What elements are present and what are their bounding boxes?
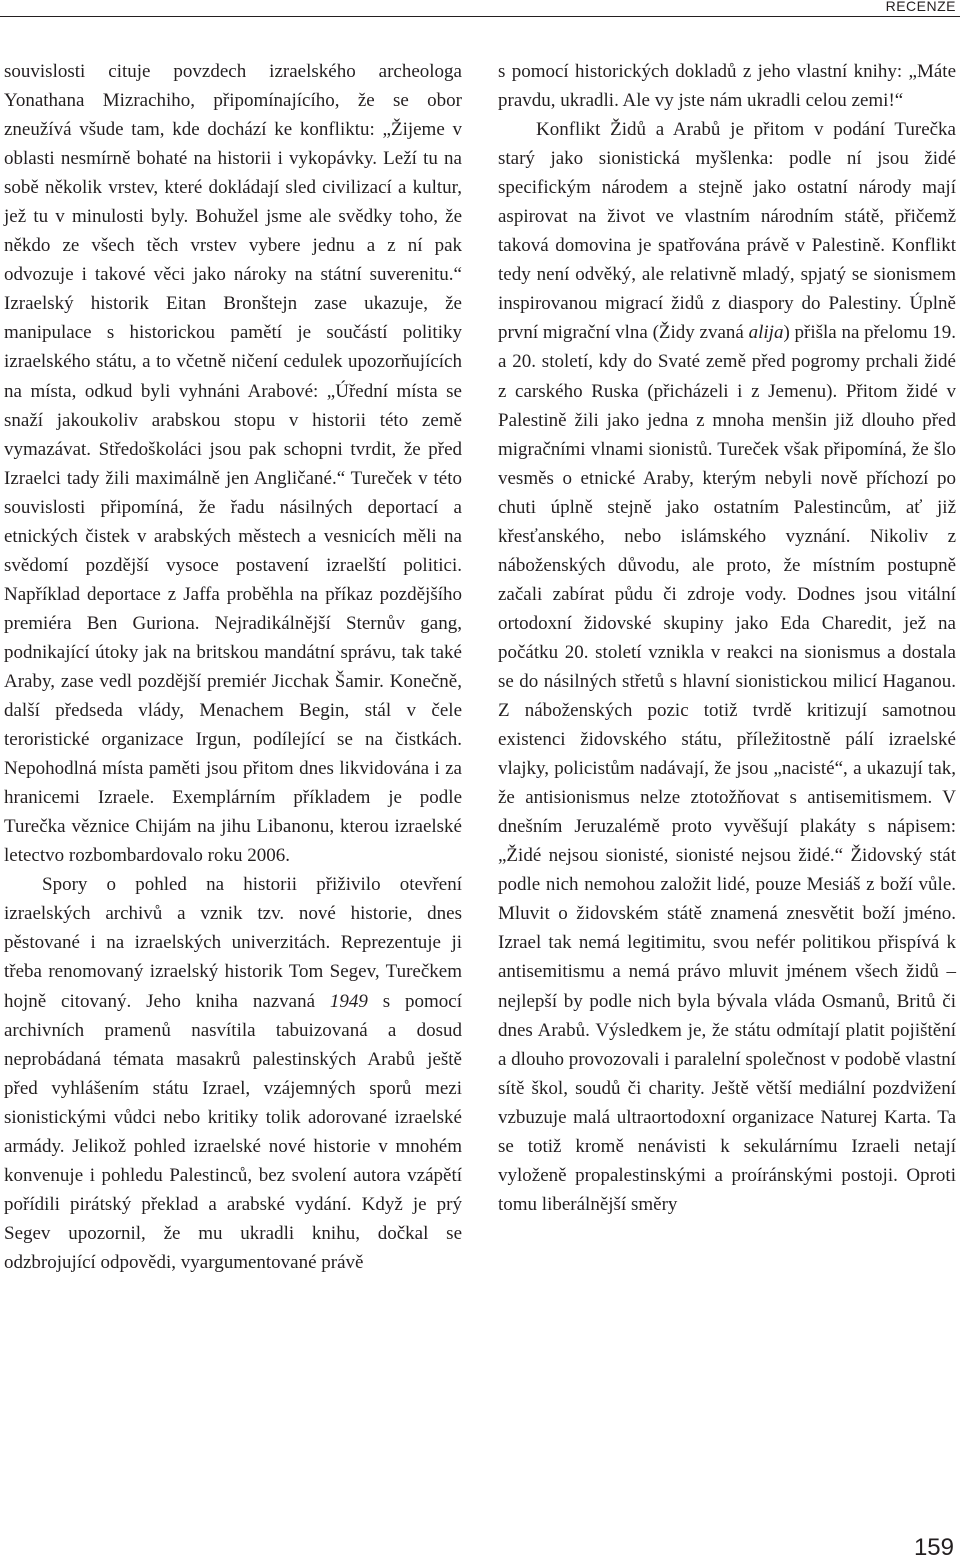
right-paragraph-2-text-a: Konflikt Židů a Arabů je přitom v podání Turečka starý jako sionistická myšlenka: podle ní jsou židé specifickým národem a stejně jako ostatní národy mají aspirovat na život ve vlastním národním státě, přičemž taková domovina je spatřována právě v Palestině. Konflikt tedy není odvěký, ale relativně mladý, spjatý se sionismem inspirovanou migrací židů z diaspory do Palestiny. Úplně první migrační vlna (Židy zvaná <box>498 119 956 344</box>
right-paragraph-2 <box>498 115 956 1219</box>
term-alija: alija <box>748 322 784 344</box>
left-paragraph-2-text-a: Spory o pohled na historii přiživilo otevření izraelských archivů a vznik tzv. nové historie, dnes pěstované i na izraelských univerzitách. Reprezentuje ji třeba renomovaný izraelský historik Tom Segev, Turečkem hojně citovaný. Jeho kniha nazvaná <box>4 874 462 1012</box>
left-paragraph-2 <box>4 870 462 1277</box>
running-head-rule <box>0 16 960 17</box>
right-paragraph-2-text-b: ) přišla na přelomu 19. a 20. století, kdy do Svaté země před pogromy prchali židé z carského Ruska (přicházeli i z Jemenu). Přitom židé v Palestině žili jako jedna z mnoha menšin již dlouho před migračními vlnami sionistů. Tureček však připomíná, že šlo vesměs o etnické Araby, kterým nebyli nově příchozí po chuti úplně stejně jako ostatním Palestincům, ať již křesťanského, nebo islámského vyznání. Nikoliv z náboženských důvodu, ale proto, že místním postupně začali zabírat půdu či zdroje vody. Dodnes jsou vitální ortodoxní židovské skupiny jako Eda Charedit, jež na počátku 20. století vznikla v reakci na sionismus a dostala se do násilných střetů s hlavní sionistickou milicí Haganou. Z náboženských pozic totiž tvrdě kritizují samotnou existenci židovského státu, příležitostně pálí izraelské vlajky, policistům nadávají, že jsou „nacisté“, a ukazují tak, že antisionismus nelze ztotožňovat s antisemitismem. V dnešním Jeruzalémě proto vyvěšují plakáty s nápisem: „Židé nejsou sionisté, sionisté nejsou židé.“ Židovský stát podle nich nemohou založit lidé, pouze Mesiáš z boží vůle. Mluvit o židovském státě znamená znesvětit boží jméno. Izrael tak nemá legitimitu, svou nefér politikou přispívá k antisemitismu a nemá právo mluvit jménem všech židů – nejlepší by podle nich byla bývala vláda Osmanů, Britů či dnes Arabů. Výsledkem je, že státu odmítají platit pojištění a dlouho provozovali i paralelní společnost v podobě vlastní sítě škol, soudů či charity. Ještě větší mediální pozdvižení vzbuzuje malá ultraortodoxní organizace Naturej Karta. Ta se totiž kromě nenávisti k sekulárnímu Izraeli netají vyloženě propalestinskými a proíránskými postoji. Oproti tomu liberálnější směry <box>498 322 957 1215</box>
running-head <box>0 0 960 17</box>
left-column <box>4 57 462 1277</box>
section-label: RECENZE <box>885 0 956 14</box>
page-number: 159 <box>913 1534 954 1561</box>
left-paragraph-1: souvislosti cituje povzdech izraelského archeologa Yonathana Mizrachiho, připomínajícího, že se obor zneužívá všude tam, kde dochází ke konfliktu: „Žijeme v oblasti nesmírně bohaté na historii i vykopávky. Leží tu na sobě několik vrstev, které dokládají sled civilizací a kultur, jež tu v minulosti byly. Bohužel jsme ale svědky toho, že někdo ze všech těch vrstev vybere jednu a z ní pak odvozuje i takové věci jako nároky na státní suverenitu.“ Izraelský historik Eitan Bronštejn zase ukazuje, že manipulace s historickou pamětí je součástí politiky izraelského státu, a to včetně ničení cedulek upozorňujících na místa, odkud byli vyhnáni Arabové: „Úřední místa se snaží jakoukoliv arabskou stopu v historii této země vymazávat. Středoškoláci jsou pak schopni tvrdit, že před Izraelci tady žili maximálně jen Angličané.“ Tureček v této souvislosti připomíná, že řadu násilných deportací a etnických čistek v arabských městech a vesnicích měli na svědomí pozdější vysoce postavení izraelští politici. Například deportace z Jaffa proběhla na příkaz pozdějšího premiéra Ben Guriona. Nejradikálnější Sternův gang, podnikající útoky jak na britskou mandátní správu, tak také Araby, zase vedl pozdější premiér Jicchak Šamir. Konečně, další předseda vlády, Menachem Begin, stál v čele teroristické organizace Irgun, podílející se na čistkách. Nepohodlná místa paměti jsou přitom dnes likvidována i za hranicemi Izraele. Exemplárním příkladem je podle Turečka věznice Chijám na jihu Libanonu, kterou izraelské letectvo rozbombardovalo roku 2006. <box>4 61 462 867</box>
right-column <box>498 57 956 1219</box>
right-paragraph-1: s pomocí historických dokladů z jeho vlastní knihy: „Máte pravdu, ukradli. Ale vy jste nám ukradli celou zemi!“ <box>498 61 956 112</box>
left-paragraph-2-text-b: s pomocí archivních pramenů nasvítila tabuizovaná a dosud neprobádaná témata masakrů palestinských Arabů ještě před vyhlášením státu Izrael, vzájemných sporů mezi sionistickými vůdci nebo kritiky tolik adorované izraelské armády. Jelikož pohled izraelské nové historie v mnohém konvenuje i pohledu Palestinců, bez svolení autora vzápětí pořídili pirátský překlad a arabské vydání. Když je prý Segev upozornil, že mu ukradli knihu, dočkal se odzbrojující odpovědi, vyargumentované právě <box>4 990 462 1273</box>
book-title-1949: 1949 <box>329 990 368 1012</box>
